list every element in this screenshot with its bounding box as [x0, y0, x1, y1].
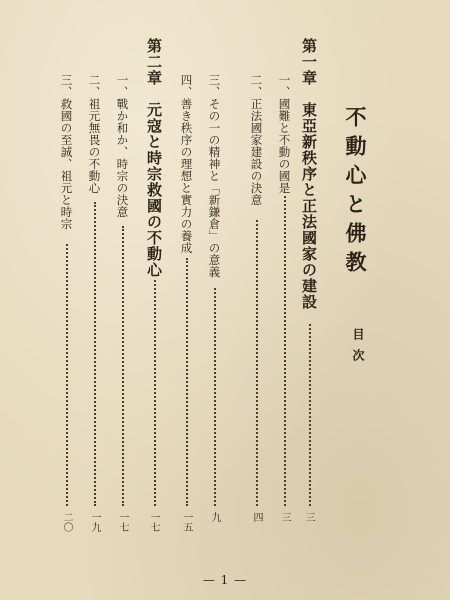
section-2-3-page: 二〇 — [61, 512, 72, 532]
section-1-2-title: 二、正法國家建設の決意 — [249, 74, 264, 206]
section-1-3-title: 三、その一の精神と「新鎌倉」の意義 — [207, 74, 222, 278]
chapter-1-title: 第一章 東亞新秩序と正法國家の建設 — [300, 38, 318, 310]
section-2-1-leader — [122, 226, 124, 506]
section-1-4-leader — [186, 258, 188, 506]
page-number: — 1 — — [202, 573, 248, 587]
chapter-2-title: 第二章 元寇と時宗救國の不動心 — [145, 38, 163, 278]
chapter-2-leader — [154, 280, 156, 506]
section-1-4-title: 四、善き秩序の理想と實力の養成 — [179, 74, 194, 254]
book-title: 不動心と佛教 — [343, 106, 368, 280]
section-1-3-leader — [214, 288, 216, 506]
section-1-4-page: 一五 — [181, 512, 192, 532]
section-1-2-leader — [256, 220, 258, 506]
chapter-1-leader — [309, 324, 311, 506]
section-1-1-page: 三 — [279, 512, 290, 522]
section-2-2-leader — [94, 202, 96, 506]
section-2-2-title: 二、祖元無畏の不動心 — [87, 74, 102, 194]
section-2-1-page: 一七 — [117, 512, 128, 532]
section-1-1-title: 一、國難と不動の國是 — [277, 74, 292, 194]
section-2-3-leader — [66, 244, 68, 506]
section-1-3-page: 九 — [209, 512, 220, 522]
section-2-1-title: 一、戰か和か、時宗の決意 — [115, 74, 130, 218]
toc-heading: 目次 — [351, 328, 365, 370]
section-2-3-title: 三、救國の至誠、祖元と時宗 — [59, 74, 74, 230]
chapter-1-page: 三 — [303, 512, 314, 522]
section-1-2-page: 四 — [251, 512, 262, 522]
section-1-1-leader — [284, 196, 286, 506]
chapter-2-page: 一七 — [148, 512, 159, 532]
section-2-2-page: 一九 — [89, 512, 100, 532]
